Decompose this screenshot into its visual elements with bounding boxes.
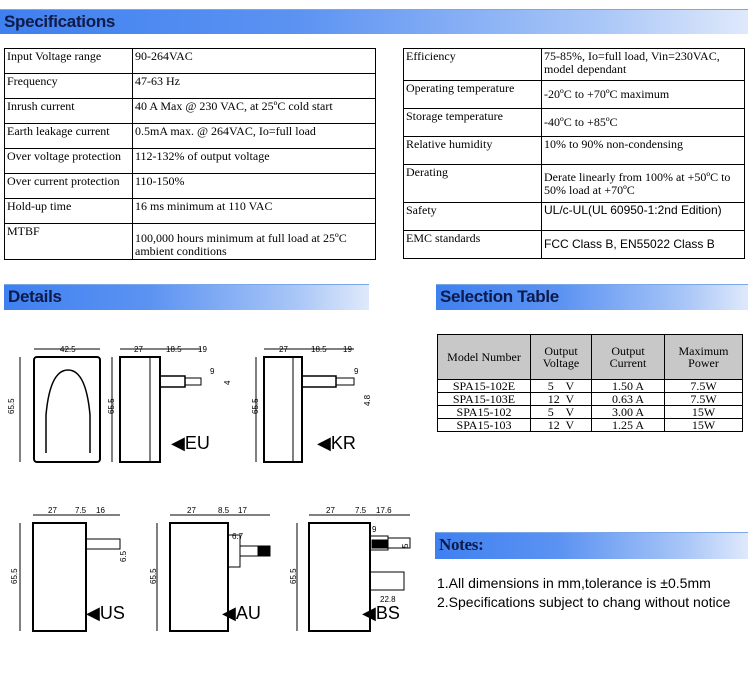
spec-value: 110-150% [133, 174, 376, 199]
spec-value: 112-132% of output voltage [133, 149, 376, 174]
spec-value: 16 ms minimum at 110 VAC [133, 199, 376, 224]
spec-value: 75-85%, Io=full load, Vin=230VAC, model dependant [542, 49, 745, 81]
col-header: Output Voltage [531, 335, 592, 380]
dim-label: 4.8 [363, 394, 372, 406]
spec-label: Over voltage protection [5, 149, 133, 174]
spec-value: 47-63 Hz [133, 74, 376, 99]
cell: SPA15-102E [438, 380, 531, 393]
dim-label: 18.5 [311, 345, 327, 354]
dim-label: 65.5 [107, 398, 116, 414]
dim-label: 65.5 [289, 568, 298, 584]
dim-label: 19 [198, 345, 207, 354]
dim-label: 42.5 [60, 345, 76, 354]
spec-label: Storage temperature [404, 109, 542, 137]
dim-label: 19 [343, 345, 352, 354]
cell: 3.00 A [592, 406, 665, 419]
spec-label: EMC standards [404, 231, 542, 259]
spec-label: Operating temperature [404, 81, 542, 109]
cell: 5 V [531, 380, 592, 393]
plug-label-bs: ◀BS [362, 603, 400, 623]
col-header: Maximum Power [665, 335, 743, 380]
spec-label: Earth leakage current [5, 124, 133, 149]
cell: 12 V [531, 393, 592, 406]
notes-heading: Notes: [439, 535, 484, 554]
spec-label: Input Voltage range [5, 49, 133, 74]
spec-value: 90-264VAC [133, 49, 376, 74]
cell: 1.25 A [592, 419, 665, 432]
spec-label: Over current protection [5, 174, 133, 199]
notes-list [437, 574, 748, 612]
dim-label: 27 [134, 345, 143, 354]
spec-label: Relative humidity [404, 137, 542, 165]
spec-label: Inrush current [5, 99, 133, 124]
plug-label-au: ◀AU [222, 603, 261, 623]
dim-label: 65.5 [10, 568, 19, 584]
dim-label: 17 [238, 506, 247, 515]
cell: SPA15-103 [438, 419, 531, 432]
dim-label: 27 [187, 506, 196, 515]
plug-label-us: ◀US [86, 603, 125, 623]
details-heading: Details [8, 287, 62, 306]
spec-value: Derate linearly from 100% at +50ºC to 50% load at +70ºC [542, 165, 745, 203]
dim-label: 9 [372, 525, 377, 534]
dim-label: 17.6 [376, 506, 392, 515]
selection-heading: Selection Table [440, 287, 559, 306]
cell: 0.63 A [592, 393, 665, 406]
col-header: Output Current [592, 335, 665, 380]
cell: SPA15-103E [438, 393, 531, 406]
dim-label: 27 [279, 345, 288, 354]
eu-front-drawing [20, 349, 100, 462]
dim-label: 8.5 [218, 506, 230, 515]
dim-label: 9 [354, 367, 359, 376]
dim-label: 65.5 [7, 398, 16, 414]
dim-label: 65.5 [251, 398, 260, 414]
spec-value: FCC Class B, EN55022 Class B [542, 231, 745, 259]
col-header: Model Number [438, 335, 531, 380]
spec-label: Efficiency [404, 49, 542, 81]
cell: 12 V [531, 419, 592, 432]
specifications-heading: Specifications [4, 12, 116, 31]
plug-label-kr: ◀KR [317, 433, 356, 453]
spec-value: 0.5mA max. @ 264VAC, Io=full load [133, 124, 376, 149]
spec-value: -20ºC to +70ºC maximum [542, 81, 745, 109]
spec-label: MTBF [5, 224, 133, 260]
dim-label: 6.5 [119, 550, 128, 562]
note-item: 1.All dimensions in mm,tolerance is ±0.5mm [437, 575, 711, 591]
cell: 15W [665, 419, 743, 432]
dim-label: 9 [210, 367, 215, 376]
dim-label: 7.5 [355, 506, 367, 515]
cell: 1.50 A [592, 380, 665, 393]
note-item: 2.Specifications subject to chang without notice [437, 594, 731, 610]
spec-value: 40 A Max @ 230 VAC, at 25ºC cold start [133, 99, 376, 124]
cell: 7.5W [665, 393, 743, 406]
cell: SPA15-102 [438, 406, 531, 419]
plug-label-eu: ◀EU [171, 433, 210, 453]
dim-label: 4 [223, 380, 232, 385]
dim-label: 27 [326, 506, 335, 515]
spec-value: -40ºC to +85ºC [542, 109, 745, 137]
notes-heading-bar [435, 532, 748, 559]
spec-value: 10% to 90% non-condensing [542, 137, 745, 165]
dim-label: 22.8 [380, 595, 396, 604]
spec-label: Safety [404, 203, 542, 231]
cell: 15W [665, 406, 743, 419]
dim-label: 5 [401, 543, 410, 548]
dim-label: 7.5 [75, 506, 87, 515]
spec-value: UL/c-UL(UL 60950-1:2nd Edition) [542, 203, 745, 231]
spec-label: Derating [404, 165, 542, 203]
spec-label: Frequency [5, 74, 133, 99]
dim-label: 16 [96, 506, 105, 515]
spec-label: Hold-up time [5, 199, 133, 224]
dim-label: 6.7 [232, 532, 244, 541]
dim-label: 65.5 [149, 568, 158, 584]
cell: 7.5W [665, 380, 743, 393]
spec-value: 100,000 hours minimum at full load at 25ºC ambient conditions [133, 224, 376, 260]
cell: 5 V [531, 406, 592, 419]
dim-label: 18.5 [166, 345, 182, 354]
dim-label: 27 [48, 506, 57, 515]
